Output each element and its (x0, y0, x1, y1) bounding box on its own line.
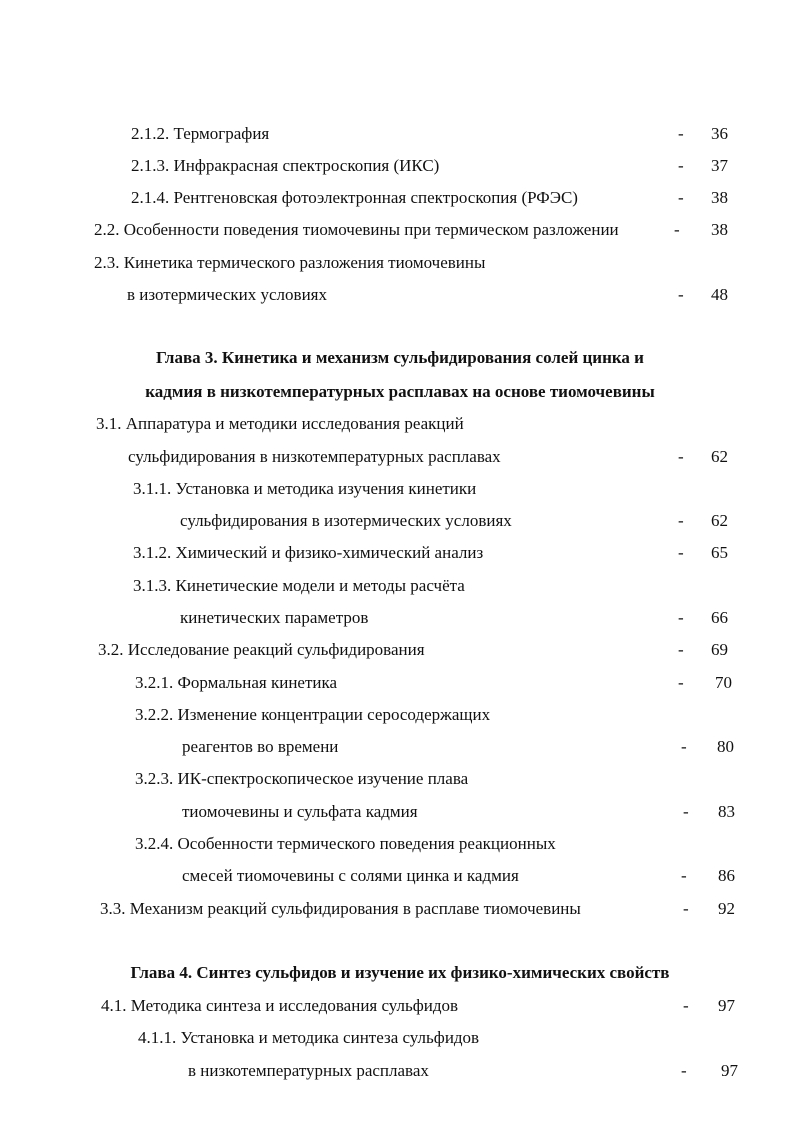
toc-entry-3-2-1: 3.2.1. Формальная кинетика (135, 673, 338, 692)
toc-entry-3-2-4-cont: смесей тиомочевины с солями цинка и кадмия (182, 866, 519, 885)
toc-page-number: 65 (711, 543, 728, 562)
toc-entry-2-3-cont: в изотермических условиях (127, 285, 327, 304)
toc-leader: - (678, 124, 684, 143)
toc-entry-3-1-cont: сульфидирования в низкотемпературных расплавах (128, 447, 501, 466)
toc-entry-3-1-1: 3.1.1. Установка и методика изучения кинетики (133, 479, 477, 498)
toc-entry-3-1-3-cont: кинетических параметров (180, 608, 369, 627)
toc-leader: - (681, 1061, 687, 1080)
chapter-3-heading-line-1: Глава 3. Кинетика и механизм сульфидирования солей цинка и (156, 348, 644, 367)
toc-entry-3-1-2: 3.1.2. Химический и физико-химический анализ (133, 543, 484, 562)
toc-page-number: 92 (718, 899, 735, 918)
chapter-4-heading: Глава 4. Синтез сульфидов и изучение их физико-химических свойств (130, 963, 670, 982)
toc-entry-4-1-1-cont: в низкотемпературных расплавах (188, 1061, 429, 1080)
toc-entry-3-1: 3.1. Аппаратура и методики исследования реакций (96, 414, 464, 433)
toc-page-number: 66 (711, 608, 728, 627)
toc-leader: - (678, 608, 684, 627)
toc-entry-3-2-4: 3.2.4. Особенности термического поведения реакционных (135, 834, 556, 853)
toc-entry-2-1-4: 2.1.4. Рентгеновская фотоэлектронная спектроскопия (РФЭС) (131, 188, 578, 207)
toc-entry-2-2: 2.2. Особенности поведения тиомочевины при термическом разложении (94, 220, 619, 239)
toc-page-number: 48 (711, 285, 728, 304)
toc-entry-2-3: 2.3. Кинетика термического разложения тиомочевины (94, 253, 486, 272)
toc-leader: - (678, 447, 684, 466)
toc-entry-3-3: 3.3. Механизм реакций сульфидирования в расплаве тиомочевины (100, 899, 581, 918)
toc-entry-2-1-2: 2.1.2. Термография (131, 124, 270, 143)
toc-leader: - (681, 737, 687, 756)
toc-leader: - (674, 220, 680, 239)
toc-page-number: 70 (715, 673, 732, 692)
toc-leader: - (678, 156, 684, 175)
toc-leader: - (683, 996, 689, 1015)
toc-page-number: 38 (711, 188, 728, 207)
toc-leader: - (681, 866, 687, 885)
toc-page-number: 83 (718, 802, 735, 821)
toc-entry-3-2-2: 3.2.2. Изменение концентрации серосодержащих (135, 705, 491, 724)
toc-entry-3-2-3-cont: тиомочевины и сульфата кадмия (182, 802, 418, 821)
toc-entry-4-1-1: 4.1.1. Установка и методика синтеза сульфидов (138, 1028, 480, 1047)
toc-page-number: 62 (711, 447, 728, 466)
toc-page-number: 86 (718, 866, 735, 885)
toc-page-number: 38 (711, 220, 728, 239)
toc-entry-3-1-1-cont: сульфидирования в изотермических условиях (180, 511, 512, 530)
toc-entry-3-1-3: 3.1.3. Кинетические модели и методы расчёта (133, 576, 465, 595)
toc-page-number: 62 (711, 511, 728, 530)
toc-leader: - (678, 188, 684, 207)
toc-entry-2-1-3: 2.1.3. Инфракрасная спектроскопия (ИКС) (131, 156, 440, 175)
toc-page-number: 36 (711, 124, 728, 143)
toc-entry-3-2-3: 3.2.3. ИК-спектроскопическое изучение плава (135, 769, 469, 788)
toc-page-number: 37 (711, 156, 728, 175)
toc-page-number: 69 (711, 640, 728, 659)
toc-leader: - (683, 802, 689, 821)
toc-entry-4-1: 4.1. Методика синтеза и исследования сульфидов (101, 996, 459, 1015)
toc-leader: - (683, 899, 689, 918)
toc-page-number: 80 (717, 737, 734, 756)
chapter-3-heading-line-2: кадмия в низкотемпературных расплавах на основе тиомочевины (145, 382, 655, 401)
toc-leader: - (678, 640, 684, 659)
toc-page-number: 97 (721, 1061, 738, 1080)
toc-page-number: 97 (718, 996, 735, 1015)
toc-leader: - (678, 673, 684, 692)
toc-leader: - (678, 511, 684, 530)
toc-entry-3-2-2-cont: реагентов во времени (182, 737, 339, 756)
toc-leader: - (678, 543, 684, 562)
toc-entry-3-2: 3.2. Исследование реакций сульфидирования (98, 640, 425, 659)
toc-leader: - (678, 285, 684, 304)
